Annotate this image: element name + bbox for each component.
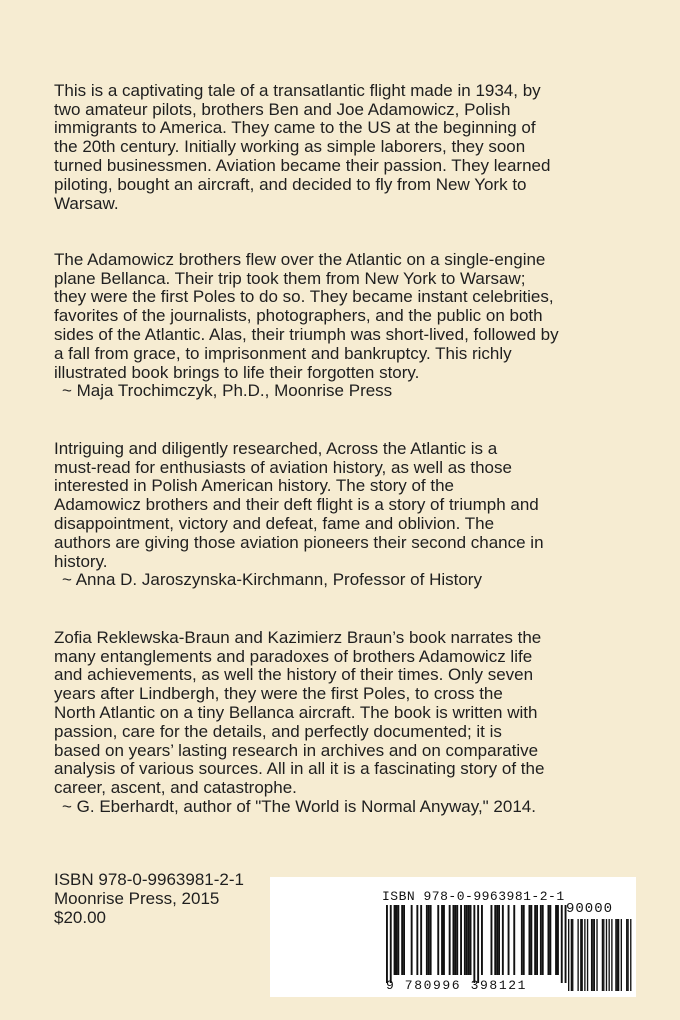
barcode-addon-bar [626, 919, 627, 991]
barcode-addon-bar [587, 919, 588, 991]
barcode-bar [521, 905, 523, 975]
barcode-addon-bar [627, 919, 628, 991]
barcode-bar [534, 905, 536, 975]
isbn-text: ISBN 978-0-9963981-2-1 [54, 870, 244, 889]
barcode-addon-bar [603, 919, 604, 991]
blurb-text: Zofia Reklewska-Braun and Kazimierz Braun’s book narrates the many entanglements and paradoxes of brothers Adamowicz life and achievements, as well the history of their times. Only seven years after Lindbergh, they were the first Poles, to cross the North Atlantic on a tiny Bellanca aircraft. The book is written with passion, care for the details, and perfectly documented; it is based on years’ lasting research in archives and on comparative analysis of various sources. All in all it is a fascinating story of the career, ascent, and catastrophe. [54, 627, 545, 798]
barcode-bar [530, 905, 532, 975]
barcode-bar [430, 905, 432, 975]
barcode-bar [449, 905, 451, 975]
barcode-bar [394, 905, 396, 975]
blurb-attribution: ~ Anna D. Jaroszynska-Kirchmann, Professor of History [62, 570, 482, 590]
barcode-bar [513, 905, 515, 975]
barcode-addon-bar [568, 919, 569, 991]
barcode-addon-bar [602, 919, 603, 991]
barcode-addon-bar [621, 919, 622, 991]
barcode-addon-bar [584, 919, 585, 991]
barcode-bar [523, 905, 525, 975]
barcode-bar [397, 905, 399, 975]
barcode-bar [453, 905, 455, 975]
barcode-addon-bar [611, 919, 612, 991]
blurb-paragraph-2 [54, 232, 634, 420]
barcode-bar [411, 905, 413, 975]
blurb-text: This is a captivating tale of a transatlantic flight made in 1934, by two amateur pilots, brothers Ben and Joe Adamowicz, Polish immigrants to America. They came to the US at the beginning of the 20th century. Initially working as simple laborers, they soon turned businessmen. Aviation became their passion. They learned piloting, bought an aircraft, and decided to fly from New York to Warsaw. [54, 80, 551, 213]
barcode-bar [460, 905, 462, 975]
barcode-bar [508, 905, 510, 975]
barcode-digits: 9 780996 398121 [386, 978, 528, 993]
barcode-bar [481, 905, 483, 975]
barcode-addon-bar [606, 919, 607, 991]
publisher-text: Moonrise Press, 2015 [54, 888, 220, 908]
barcode-isbn-label: ISBN 978-0-9963981-2-1 [382, 889, 565, 904]
barcode-addon-bar [596, 919, 597, 991]
barcode-bar [420, 905, 422, 975]
barcode-bar [494, 905, 496, 975]
barcode-bar [441, 905, 443, 975]
barcode-bar [464, 905, 466, 975]
barcode-bar [536, 905, 538, 975]
barcode-addon-bar [580, 919, 581, 991]
barcode-bar [466, 905, 468, 975]
barcode-bar [390, 905, 392, 983]
barcode-bar [454, 905, 456, 975]
barcode-addon-bar [615, 919, 616, 991]
barcode-bar [496, 905, 498, 975]
publication-info [54, 871, 244, 927]
barcode-bar [468, 905, 470, 975]
barcode-bar [555, 905, 557, 975]
blurb-paragraph-1 [54, 63, 634, 213]
barcode-bar [428, 905, 430, 975]
barcode-addon-bar [571, 919, 572, 991]
barcode-bar [498, 905, 500, 975]
barcode-bar [548, 905, 550, 975]
barcode-bar [477, 905, 479, 983]
barcode-addon-bar [591, 919, 592, 991]
barcode-addon-bar [617, 919, 618, 991]
blurb-attribution: ~ Maja Trochimczyk, Ph.D., Moonrise Press [62, 381, 393, 401]
barcode-bar [549, 905, 551, 975]
barcode-bar [491, 905, 493, 975]
barcode-bar [529, 905, 531, 975]
price-text: $20.00 [54, 907, 106, 927]
barcode-bar [502, 905, 504, 975]
barcode-bar [473, 905, 475, 983]
barcode-bar [386, 905, 388, 983]
blurb-text: The Adamowicz brothers flew over the Atlantic on a single-engine plane Bellanca. Their trip took them from New York to Warsaw; they were the first Poles to do so. They became instant celebrities, favorites of the journalists, photographers, and the public on both sides of the Atlantic. Alas, their triumph was short-lived, followed by a fall from grace, to imprisonment and bankruptcy. This richly illustrated book brings to life their forgotten story. [54, 249, 559, 382]
barcode-addon-bar [594, 919, 595, 991]
barcode-addon-number: 90000 [566, 901, 614, 917]
barcode-bar [396, 905, 398, 975]
barcode-addon-bar [582, 919, 583, 991]
barcode-bar [443, 905, 445, 975]
barcode-panel [270, 877, 636, 997]
barcode-bar [416, 905, 418, 975]
barcode-bar [426, 905, 428, 975]
barcode-addon-bar [577, 919, 578, 991]
barcode-addon-bar [618, 919, 619, 991]
blurb-attribution: ~ G. Eberhardt, author of "The World is Normal Anyway," 2014. [62, 796, 536, 816]
barcode-bar [470, 905, 472, 975]
blurb-paragraph-3 [54, 421, 634, 609]
blurb-paragraph-4 [54, 610, 634, 836]
barcode-addon-bar [592, 919, 593, 991]
barcode-bar [542, 905, 544, 975]
blurb-text: Intriguing and diligently researched, Across the Atlantic is a must-read for enthusiasts of aviation history, as well as those interested in Polish American history. The story of the Adamowicz brothers and their deft flight is a story of triumph and disappointment, victory and defeat, fame and oblivion. The authors are giving those aviation pioneers their second chance in history. [54, 438, 544, 571]
barcode-addon-bar [609, 919, 610, 991]
barcode-bar [403, 905, 405, 975]
barcode-bar [456, 905, 458, 975]
barcode-addon-bar [630, 919, 631, 991]
barcode-bar [540, 905, 542, 975]
barcode-bar [561, 905, 563, 983]
barcode-bar [437, 905, 439, 975]
barcode-addon-bar [572, 919, 573, 991]
barcode-bar [401, 905, 403, 975]
barcode-bar [557, 905, 559, 975]
